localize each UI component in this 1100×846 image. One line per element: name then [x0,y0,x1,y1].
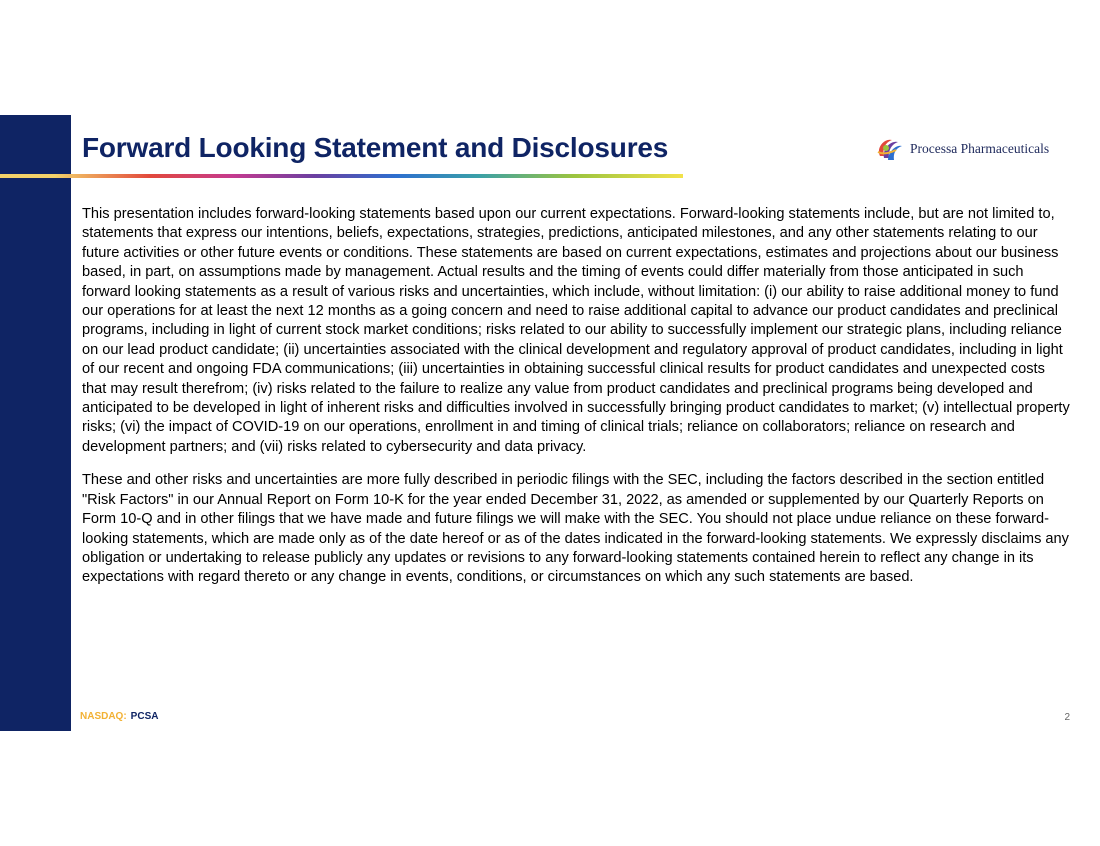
disclosure-paragraph-2: These and other risks and uncertainties are more fully described in periodic filings with the SEC, including the factors described in the section entitled "Risk Factors" in our Annual Report on Form 10-K for the year ended December 31, 2022, as amended or supplemented by our Quarterly Reports on Form 10-Q and in other filings that we have made and future filings we will make with the SEC. You should not place undue reliance on these forward-looking statements, which are made only as of the date hereof or as of the dates indicated in the forward-looking statements. We expressly disclaims any obligation or undertaking to release publicly any updates or revisions to any forward-looking statements contained herein to reflect any change in its expectations with regard thereto or any change in events, conditions, or circumstances on which any such statements are based. [82,472,1069,586]
disclosure-body [82,205,1072,602]
title-gradient-rule [0,174,683,178]
ticker-symbol: PCSA [130,711,159,722]
page-number: 2 [1064,712,1070,723]
disclosure-paragraph-1: This presentation includes forward-looking statements based upon our current expectations. Forward-looking statements include, but are not limited to, statements that express our intentions, beliefs, expectations, strategies, predictions, anticipated milestones, and any other statements relating to our future activities or other future events or conditions. These statements are based on current expectations, estimates and projections about our business based, in part, on assumptions made by management. Actual results and the timing of events could differ materially from those anticipated in such forward looking statements as a result of various risks and uncertainties, which include, without limitation: (i) our ability to raise additional money to fund our operations for at least the next 12 months as a going concern and need to raise additional capital to advance our product candidates and preclinical programs, including in light of current stock market conditions; risks related to our ability to successfully implement our strategic plans, including reliance on our lead product candidate; (ii) uncertainties associated with the clinical development and regulatory approval of product candidates, including in light of our recent and ongoing FDA communications; (iii) uncertainties in obtaining successful clinical results for product candidates and unexpected costs that may result therefrom; (iv) risks related to the failure to realize any value from product candidates and preclinical programs being developed and anticipated to be developed in light of inherent risks and difficulties involved in successfully bringing product candidates to market; (v) intellectual property risks; (vi) the impact of COVID-19 on our operations, enrollment in and timing of clinical trials; reliance on collaborators; reliance on research and development partners; and (vii) risks related to cybersecurity and data privacy. [82,206,1070,455]
processa-logo-icon [874,134,904,164]
slide [0,115,1100,731]
company-logo [874,134,1049,164]
ticker-label: NASDAQ: [80,711,127,722]
slide-title: Forward Looking Statement and Disclosures [82,132,669,163]
side-bar [0,115,71,731]
logo-text: Processa Pharmaceuticals [910,141,1050,156]
footer-ticker [80,711,158,722]
